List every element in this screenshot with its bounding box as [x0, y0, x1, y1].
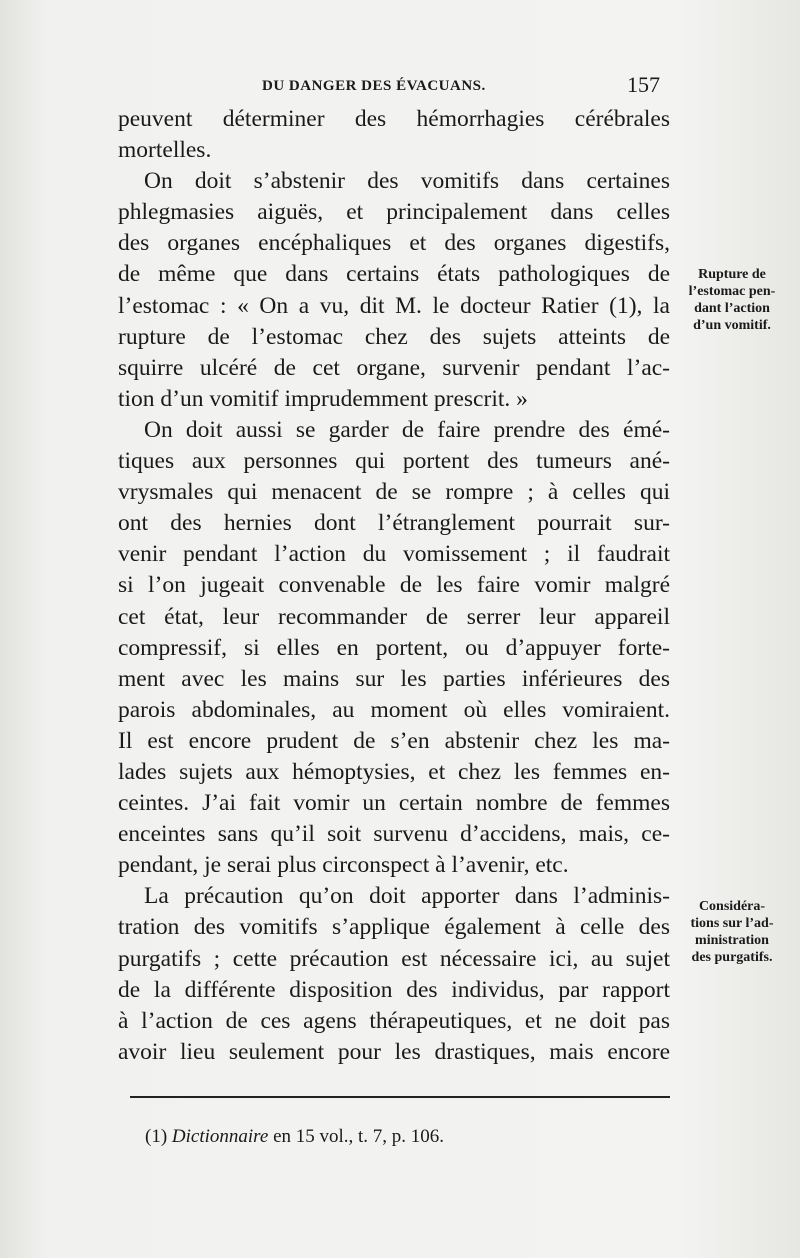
- text-line: si l’on jugeait convenable de les faire vomir malgré: [118, 572, 670, 599]
- text-line: rupture de l’estomac chez des sujets atteints de: [118, 323, 670, 350]
- footnote-rule: [130, 1096, 670, 1098]
- text-line: l’estomac : « On a vu, dit M. le docteur Ratier (1), la: [118, 292, 670, 319]
- text-line: ceintes. J’ai fait vomir un certain nombre de femmes: [118, 790, 670, 817]
- text-line: mortelles.: [118, 137, 212, 164]
- text-line: vrysmales qui menacent de se rompre ; à celles qui: [118, 479, 670, 506]
- text-line: La précaution qu’on doit apporter dans l’adminis-: [144, 883, 670, 910]
- text-line: pendant, je serai plus circonspect à l’avenir, etc.: [118, 852, 569, 879]
- margin-note-line: dant l’action: [694, 301, 770, 316]
- footnote-title: Dictionnaire: [171, 1126, 274, 1147]
- text-line: Il est encore prudent de s’en abstenir chez les ma-: [118, 727, 670, 754]
- body-text: [118, 104, 670, 1068]
- text-line: lades sujets aux hémoptysies, et chez les femmes en-: [118, 758, 670, 785]
- footnote: [145, 1126, 444, 1148]
- text-line: compressif, si elles en portent, ou d’appuyer forte-: [118, 634, 670, 661]
- text-line: ont des hernies dont l’étranglement pourrait sur-: [118, 510, 670, 537]
- text-line: peuvent déterminer des hémorrhagies cérébrales: [118, 106, 670, 132]
- footnote-marker: (1): [145, 1126, 172, 1147]
- footnote-rest: en 15 vol., t. 7, p. 106.: [273, 1126, 445, 1147]
- text-line: cet état, leur recommander de serrer leur appareil: [118, 603, 670, 630]
- text-line: ment avec les mains sur les parties inférieures des: [118, 665, 670, 692]
- text-line: de la différente disposition des individus, par rapport: [118, 976, 670, 1003]
- text-line: enceintes sans qu’il soit survenu d’accidens, mais, ce-: [118, 821, 670, 848]
- text-line: On doit s’abstenir des vomitifs dans certaines: [144, 168, 670, 195]
- text-line: On doit aussi se garder de faire prendre des émé-: [144, 416, 670, 443]
- text-line: purgatifs ; cette précaution est nécessaire ici, au sujet: [118, 945, 670, 972]
- text-line: parois abdominales, au moment où elles vomiraient.: [118, 696, 670, 723]
- margin-note-line: l’estomac pen-: [688, 284, 776, 299]
- running-title: DU DANGER DES ÉVACUANS.: [262, 78, 486, 94]
- text-line: avoir lieu seulement pour les drastiques, mais encore: [118, 1038, 670, 1065]
- text-line: tration des vomitifs s’applique également à celle des: [118, 914, 670, 941]
- page-number: 157: [627, 72, 660, 97]
- text-line: à l’action de ces agens thérapeutiques, et ne doit pas: [118, 1007, 670, 1034]
- margin-note-rupture: [676, 266, 788, 334]
- margin-note-line: des purgatifs.: [691, 950, 773, 965]
- margin-note-line: ministration: [695, 933, 769, 948]
- text-line: des organes encéphaliques et des organes digestifs,: [118, 230, 670, 257]
- text-line: venir pendant l’action du vomissement ; il faudrait: [118, 541, 670, 568]
- margin-note-line: Rupture de: [698, 267, 766, 282]
- page-header: [262, 72, 662, 102]
- text-line: phlegmasies aiguës, et principalement dans celles: [118, 199, 670, 226]
- text-line: tiques aux personnes qui portent des tumeurs ané-: [118, 448, 670, 475]
- text-line: de même que dans certains états pathologiques de: [118, 261, 670, 288]
- margin-note-line: tions sur l’ad-: [690, 916, 774, 931]
- margin-note-line: Considéra-: [698, 899, 766, 914]
- text-line: tion d’un vomitif imprudemment prescrit. »: [118, 385, 528, 412]
- text-line: squirre ulcéré de cet organe, survenir pendant l’ac-: [118, 354, 670, 381]
- margin-note-purgatifs: [676, 898, 788, 966]
- margin-note-line: d’un vomitif.: [693, 318, 771, 333]
